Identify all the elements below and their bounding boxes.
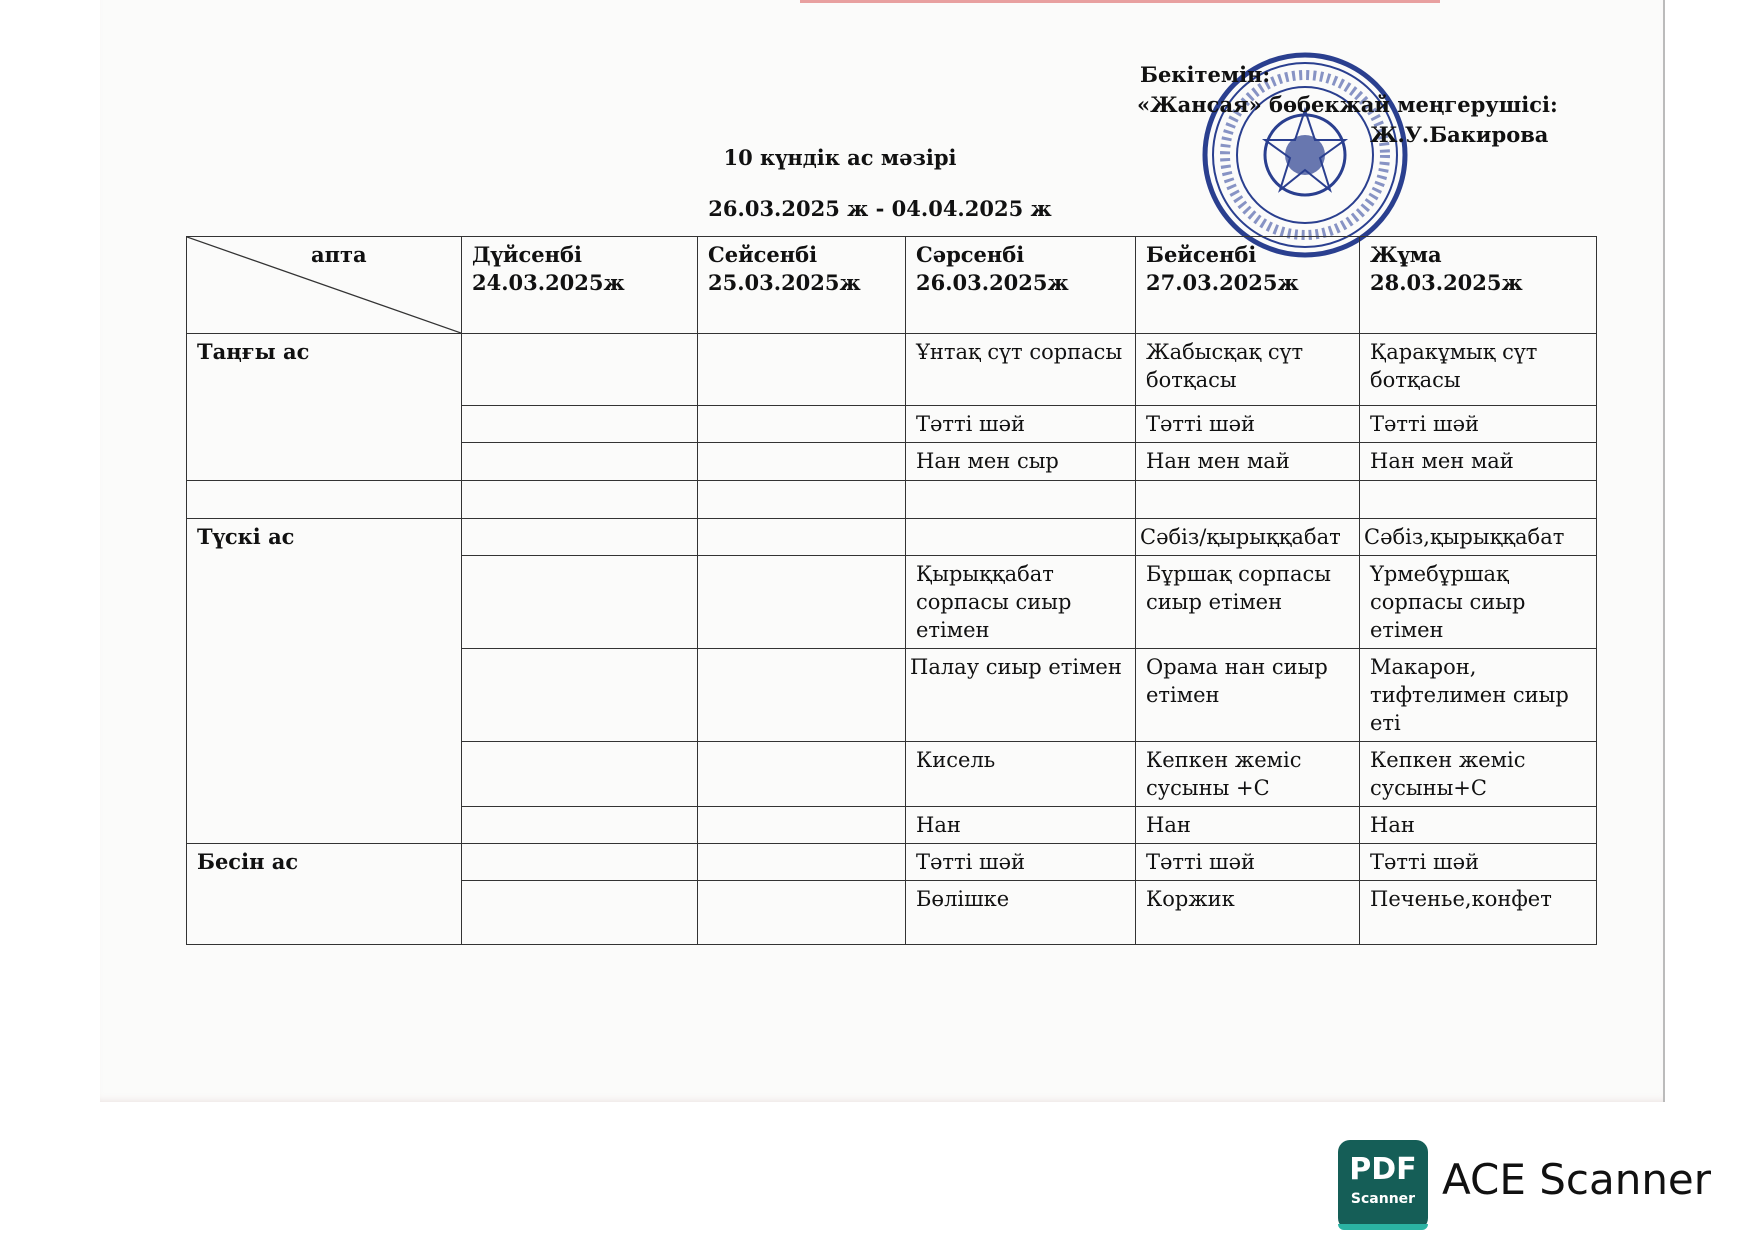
- cell-thu: Нан мен май: [1136, 443, 1360, 481]
- approval-heading: Бекітемін:: [1140, 62, 1271, 87]
- cell-empty: [1136, 481, 1360, 519]
- cell-thu: Тәтті шәй: [1136, 844, 1360, 881]
- scan-edge-line: [800, 0, 1440, 3]
- cell-fri: Қаракұмық сүт ботқасы: [1360, 334, 1597, 406]
- cell-empty: [698, 481, 906, 519]
- meal-lunch: Түскі ас: [187, 519, 462, 844]
- cell-thu: Кепкен жеміс сусыны +С: [1136, 742, 1360, 807]
- cell-empty: [462, 481, 698, 519]
- day-date: 28.03.2025ж: [1370, 270, 1523, 295]
- cell-thu: Тәтті шәй: [1136, 406, 1360, 443]
- cell-wed: [906, 519, 1136, 556]
- approval-block: [1137, 60, 1600, 150]
- cell-empty: [698, 443, 906, 481]
- day-date: 26.03.2025ж: [916, 270, 1069, 295]
- cell-empty: [462, 334, 698, 406]
- day-name: Сәрсенбі: [916, 242, 1025, 267]
- day-header-tuesday: [698, 237, 906, 334]
- day-name: Жұма: [1370, 242, 1442, 267]
- logo-text-top: PDF: [1349, 1152, 1417, 1187]
- date-range: 26.03.2025 ж - 04.04.2025 ж: [708, 196, 1052, 221]
- cell-empty: [698, 334, 906, 406]
- brand-name: ACE Scanner: [1442, 1155, 1712, 1204]
- day-name: Дүйсенбі: [472, 242, 582, 267]
- cell-wed: Қырыққабат сорпасы сиыр етімен: [906, 556, 1136, 649]
- cell-fri: Печенье,конфет: [1360, 881, 1597, 945]
- cell-fri: Нан: [1360, 807, 1597, 844]
- day-header-monday: [462, 237, 698, 334]
- cell-empty: [462, 881, 698, 945]
- cell-empty: [698, 556, 906, 649]
- cell-empty: [462, 556, 698, 649]
- cell-wed: Тәтті шәй: [906, 844, 1136, 881]
- cell-empty: [1360, 481, 1597, 519]
- cell-empty: [462, 443, 698, 481]
- day-header-friday: [1360, 237, 1597, 334]
- cell-empty: [187, 481, 462, 519]
- cell-empty: [698, 406, 906, 443]
- corner-label: апта: [311, 242, 367, 267]
- cell-empty: [698, 742, 906, 807]
- cell-empty: [462, 742, 698, 807]
- cell-fri: Үрмебұршақ сорпасы сиыр етімен: [1360, 556, 1597, 649]
- day-header-wednesday: [906, 237, 1136, 334]
- cell-fri: Нан мен май: [1360, 443, 1597, 481]
- cell-fri: Сәбіз,қырыққабат: [1360, 519, 1597, 556]
- cell-thu: Нан: [1136, 807, 1360, 844]
- cell-empty: [698, 519, 906, 556]
- meal-snack: Бесін ас: [187, 844, 462, 945]
- table-row: [187, 334, 1597, 406]
- cell-wed: Нан: [906, 807, 1136, 844]
- day-date: 24.03.2025ж: [472, 270, 625, 295]
- cell-fri: Макарон, тифтелимен сиыр еті: [1360, 649, 1597, 742]
- page-title: 10 күндік ас мәзірі: [723, 145, 957, 170]
- table-row: [187, 519, 1597, 556]
- cell-empty: [462, 807, 698, 844]
- menu-table: [186, 236, 1597, 945]
- day-name: Сейсенбі: [708, 242, 818, 267]
- day-date: 25.03.2025ж: [708, 270, 861, 295]
- approval-position: «Жансая» бөбекжай меңгерушісі:: [1137, 92, 1558, 117]
- table-row-blank: [187, 481, 1597, 519]
- cell-empty: [698, 844, 906, 881]
- day-name: Бейсенбі: [1146, 242, 1257, 267]
- cell-thu: Жабысқақ сүт ботқасы: [1136, 334, 1360, 406]
- cell-wed: Ұнтақ сүт сорпасы: [906, 334, 1136, 406]
- cell-thu: Сәбіз/қырыққабат: [1136, 519, 1360, 556]
- cell-empty: [906, 481, 1136, 519]
- cell-wed: Бөлішке: [906, 881, 1136, 945]
- cell-thu: Коржик: [1136, 881, 1360, 945]
- cell-empty: [698, 881, 906, 945]
- cell-empty: [462, 649, 698, 742]
- cell-empty: [462, 406, 698, 443]
- cell-wed: Тәтті шәй: [906, 406, 1136, 443]
- cell-wed: Кисель: [906, 742, 1136, 807]
- logo-accent-bar: [1338, 1224, 1428, 1230]
- day-header-thursday: [1136, 237, 1360, 334]
- day-date: 27.03.2025ж: [1146, 270, 1299, 295]
- cell-fri: Тәтті шәй: [1360, 844, 1597, 881]
- cell-empty: [698, 807, 906, 844]
- pdf-scanner-logo: [1338, 1140, 1428, 1230]
- cell-fri: Тәтті шәй: [1360, 406, 1597, 443]
- cell-fri: Кепкен жеміс сусыны+С: [1360, 742, 1597, 807]
- cell-empty: [462, 519, 698, 556]
- cell-thu: Бұршақ сорпасы сиыр етімен: [1136, 556, 1360, 649]
- cell-thu: Орама нан сиыр етімен: [1136, 649, 1360, 742]
- table-row: [187, 844, 1597, 881]
- approval-signatory: Ж.У.Бакирова: [1370, 122, 1549, 147]
- table-header-row: [187, 237, 1597, 334]
- meal-breakfast: Таңғы ас: [187, 334, 462, 481]
- logo-text-bottom: Scanner: [1350, 1191, 1416, 1207]
- corner-cell: [187, 237, 462, 334]
- cell-empty: [462, 844, 698, 881]
- cell-wed: Нан мен сыр: [906, 443, 1136, 481]
- cell-empty: [698, 649, 906, 742]
- cell-wed: Палау сиыр етімен: [906, 649, 1136, 742]
